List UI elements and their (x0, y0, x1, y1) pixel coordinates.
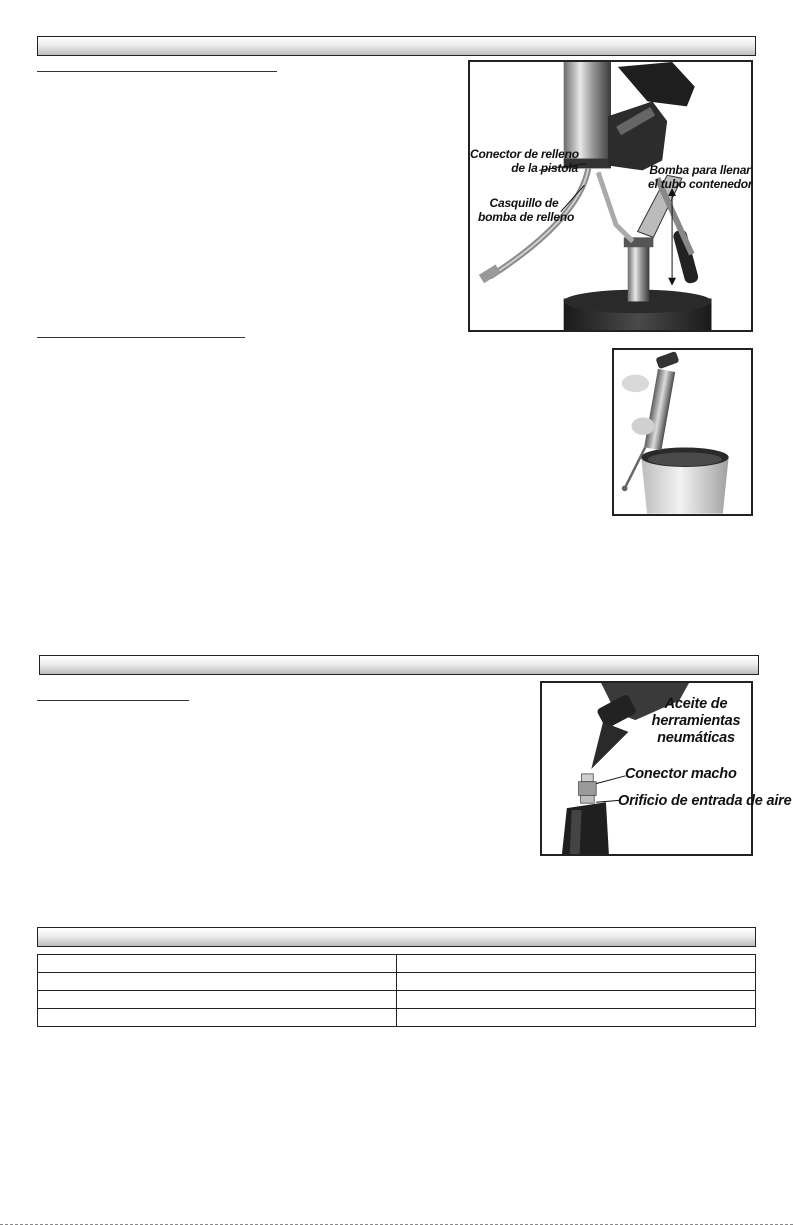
spec-label-cell (38, 973, 397, 991)
bulk-fill-photo (612, 348, 753, 516)
table-row (38, 973, 756, 991)
subheading-underline-bulk-fill (37, 337, 245, 338)
bulk-fill-illustration (614, 350, 751, 514)
spec-value-cell (397, 1009, 756, 1027)
spec-value-cell (397, 991, 756, 1009)
table-row (38, 1009, 756, 1027)
table-row (38, 991, 756, 1009)
spec-label-cell (38, 955, 397, 973)
table-row (38, 955, 756, 973)
callout-air-inlet: Orificio de entrada de aire (618, 793, 792, 809)
callout-gun-fill-connector: Conector de relleno de la pistola (470, 147, 579, 175)
section-header-bar-loading (37, 36, 756, 56)
subheading-underline-fill-pump (37, 71, 277, 72)
callout-male-connector: Conector macho (625, 766, 737, 782)
spec-label-cell (38, 991, 397, 1009)
callout-tube-fill-pump: Bomba para llenar el tubo contenedor (648, 163, 753, 191)
subheading-underline-lubrication (37, 700, 189, 701)
callout-air-tool-oil: Aceite de herramientas neumáticas (651, 696, 741, 746)
spec-value-cell (397, 955, 756, 973)
callout-pump-fill-bushing: Casquillo de bomba de relleno (478, 196, 575, 224)
spec-label-cell (38, 1009, 397, 1027)
section-header-bar-specifications (37, 927, 756, 947)
specifications-table (37, 954, 756, 1027)
section-header-bar-lubrication (39, 655, 759, 675)
spec-value-cell (397, 973, 756, 991)
